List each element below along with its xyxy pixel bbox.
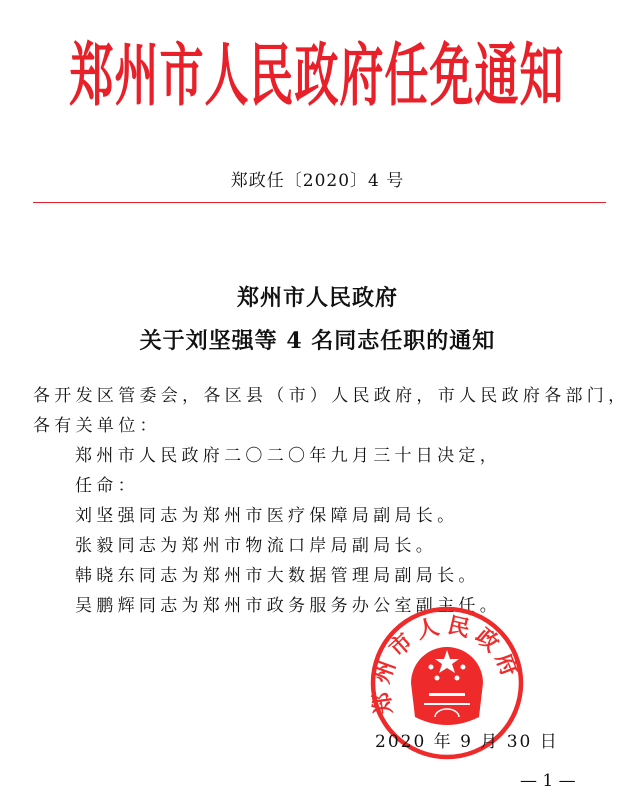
red-divider [33, 202, 606, 203]
document-number: 郑政任〔2020〕4 号 [230, 171, 405, 191]
addressee-line2: 各有关单位： [33, 416, 161, 436]
appointment-item: 张毅同志为郑州市物流口岸局副局长。 [75, 536, 438, 556]
appointment-item: 吴鹏辉同志为郑州市政务服务办公室副主任。 [75, 596, 501, 616]
appointment-item: 韩晓东同志为郑州市大数据管理局副局长。 [75, 566, 480, 586]
addressee-line1: 各开发区管委会，各区县（市）人民政府，市人民政府各部门， [33, 386, 630, 406]
appointment-item: 刘坚强同志为郑州市医疗保障局副局长。 [75, 506, 459, 526]
appoint-label: 任命： [75, 476, 139, 496]
svg-text:郑州市人民政府: 郑州市人民政府 [369, 613, 524, 716]
notice-title-line2: 关于刘坚强等 4 名同志任职的通知 [139, 328, 496, 354]
banner-title: 郑州市人民政府任免通知 [69, 37, 565, 117]
issue-date: 2020 年 9 月 30 日 [375, 732, 559, 752]
page-number: — 1 — [520, 771, 576, 791]
notice-title-line1: 郑州市人民政府 [236, 285, 398, 311]
decision-text: 郑州市人民政府二〇二〇年九月三十日决定， [75, 446, 501, 466]
